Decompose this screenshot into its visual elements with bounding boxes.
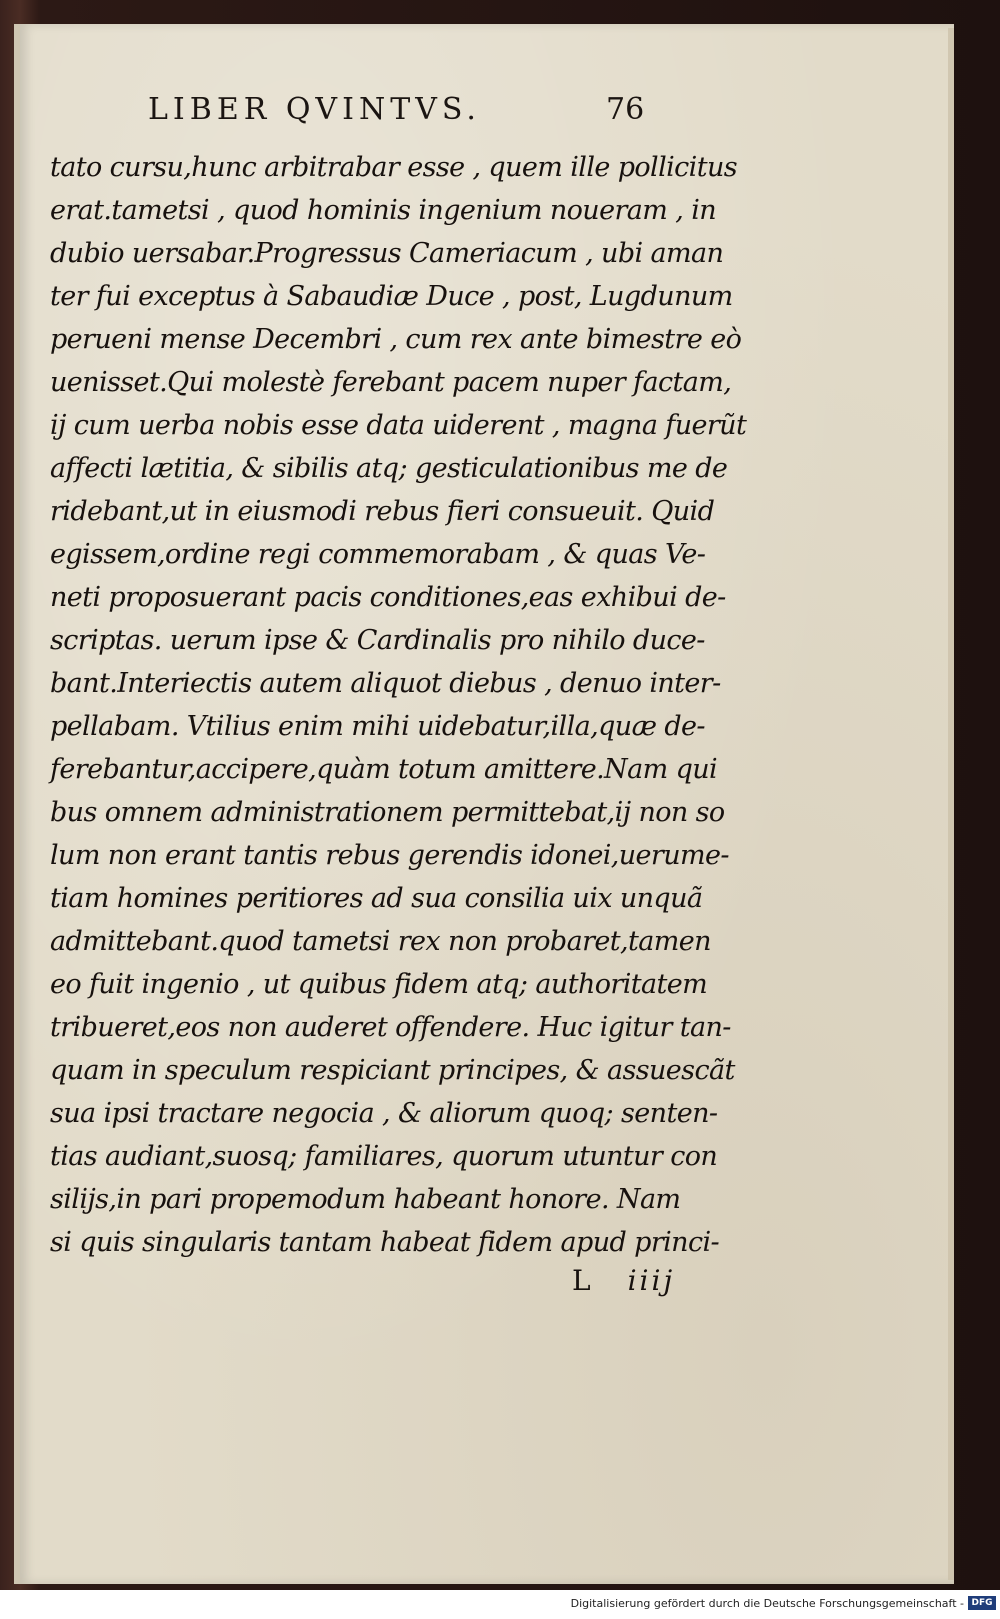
text-line: erat.tametsi , quod hominis ingenium noueram , in <box>50 195 717 226</box>
running-title: LIBER QVINTVS. <box>148 92 481 127</box>
dfg-logo: DFG <box>968 1596 996 1610</box>
text-line: quam in speculum respiciant principes, & assuescãt <box>50 1055 735 1086</box>
text-line: tias audiant,suosq; familiares, quorum utuntur con <box>50 1141 718 1172</box>
signature-letter: L <box>572 1264 594 1297</box>
body-text <box>50 146 747 1264</box>
text-line: silijs,in pari propemodum habeant honore. Nam <box>50 1184 681 1215</box>
text-line: ferebantur,accipere,quàm totum amittere.Nam qui <box>50 754 718 785</box>
text-line: pellabam. Vtilius enim mihi uidebatur,illa,quæ de- <box>50 711 705 742</box>
text-line: ter fui exceptus à Sabaudiæ Duce , post, Lugdunum <box>50 281 733 312</box>
text-line: ij cum uerba nobis esse data uiderent , magna fuerũt <box>50 410 747 441</box>
page-edge <box>948 28 954 1580</box>
text-line: dubio uersabar.Progressus Cameriacum , ubi aman <box>50 238 724 269</box>
text-line: tato cursu,hunc arbitrabar esse , quem ille pollicitus <box>50 152 738 183</box>
signature-mark <box>572 1264 675 1297</box>
text-line: eo fuit ingenio , ut quibus fidem atq; authoritatem <box>50 969 708 1000</box>
text-line: neti proposuerant pacis conditiones,eas exhibui de- <box>50 582 726 613</box>
text-line: tiam homines peritiores ad sua consilia uix unquã <box>50 883 703 914</box>
text-line: perueni mense Decembri , cum rex ante bimestre eò <box>50 324 742 355</box>
text-line: egissem,ordine regi commemorabam , & quas Ve- <box>50 539 706 570</box>
signature-number: iiij <box>627 1264 676 1297</box>
text-line: uenisset.Qui molestè ferebant pacem nuper factam, <box>50 367 732 398</box>
text-line: ridebant,ut in eiusmodi rebus fieri consueuit. Quid <box>50 496 715 527</box>
text-line: sua ipsi tractare negocia , & aliorum quoq; senten- <box>50 1098 718 1129</box>
text-line: affecti lætitia, & sibilis atq; gesticulationibus me de <box>50 453 728 484</box>
text-line: tribueret,eos non auderet offendere. Huc igitur tan- <box>50 1012 731 1043</box>
text-line: bant.Interiectis autem aliquot diebus , denuo inter- <box>50 668 721 699</box>
text-line: si quis singularis tantam habeat fidem apud princi- <box>50 1227 720 1258</box>
text-line: admittebant.quod tametsi rex non probaret,tamen <box>50 926 711 957</box>
folio-number: 76 <box>606 92 645 127</box>
text-line: scriptas. uerum ipse & Cardinalis pro nihilo duce- <box>50 625 705 656</box>
digitization-credit: Digitalisierung gefördert durch die Deutsche Forschungsgemeinschaft - <box>570 1597 964 1610</box>
text-line: bus omnem administrationem permittebat,ij non so <box>50 797 725 828</box>
text-line: lum non erant tantis rebus gerendis idonei,uerume- <box>50 840 729 871</box>
